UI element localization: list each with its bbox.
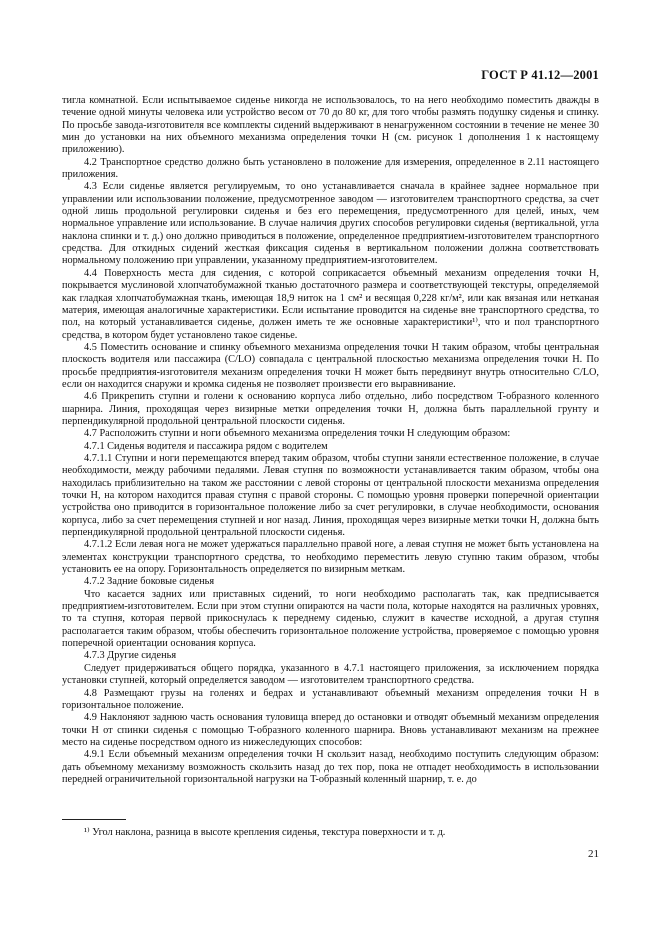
paragraph: 4.7.3 Другие сиденья — [84, 650, 177, 662]
paragraph: 4.8 Размещают грузы на голенях и бедрах и устанавливают объемный механизм определения точки H в горизонтальное положение. — [62, 687, 599, 711]
footnote: ¹⁾ Угол наклона, разница в высоте крепления сиденья, текстура поверхности и т. д. — [84, 827, 446, 838]
document-header: ГОСТ Р 41.12—2001 — [481, 68, 599, 82]
paragraph: Что касается задних или приставных сидений, то ноги необходимо располагать так, как предписывается предприятием-изготовителем. Если при этом ступни опираются на части пола, которые находятся на различных уровнях, то та ступня, которая первой прикоснулась к переднему сиденью, служит в качестве исходной, а другая ступня располагается таким образом, чтобы обеспечить горизонтальное положение устройства, проверяемое с помощью уровня поперечной ориентации основания корпуса. — [62, 588, 599, 650]
paragraph: 4.7.1.1 Ступни и ноги перемещаются вперед таким образом, чтобы ступни заняли естественное положение, в случае необходимости, между рабочими педалями. Левая ступня по возможности устанавливается таким образом, чтобы она находилась приблизительно на таком же расстоянии с левой стороны от центральной плоскости механизма определения точки H, на котором находится правая ступня с правой стороны. С помощью уровня проверки поперечной ориентации устройства оно приводится в горизонтальное положение либо за счет регулировки, в случае необходимости, основания корпуса, либо за счет перемещения ступней и ног назад. Линия, проходящая через визирные метки точки H, должна быть перпендикулярной продольной центральной плоскости сиденья. — [62, 452, 599, 539]
paragraph: тигла комнатной. Если испытываемое сиденье никогда не использовалось, то на него необходимо поместить дважды в течение одной минуты человека или устройство весом от 70 до 80 кг, для того чтобы размять подушку сиденья и спинку. По просьбе завода-изготовителя все комплекты сидений выдерживают в ненагруженном состоянии в течение не менее 30 мин до установки на них объемного механизма определения точки H (см. рисунок 1 дополнения 1 к настоящему приложению). — [62, 95, 599, 156]
paragraph: 4.7.2 Задние боковые сиденья — [84, 576, 215, 588]
document-body — [62, 95, 599, 786]
footnote-divider — [62, 819, 126, 820]
page-number: 21 — [588, 848, 599, 860]
paragraph: 4.9 Наклоняют заднюю часть основания туловища вперед до остановки и отводят объемный механизм определения точки H от спинки сиденья с помощью T-образного коленного шарнира. Вновь устанавливают механизм на прежнее место на сиденье посредством одного из нижеследующих способов: — [62, 712, 599, 748]
paragraph: 4.4 Поверхность места для сидения, с которой соприкасается объемный механизм определения точки H, покрывается муслиновой хлопчатобумажной тканью достаточного размера и соответствующей текстуры, определяемой как гладкая хлопчатобумажная ткань, имеющая 18,9 ниток на 1 см² и весящая 0,228 кг/м², или как вязаная или нетканая материя, имеющая аналогичные характеристики. Если испытание проводится на сиденье вне транспортного средства, то пол, на который устанавливается сиденье, должен иметь те же основные характеристики¹⁾, что и пол транспортного средства, в котором будет установлено такое сиденье. — [62, 267, 599, 341]
paragraph: 4.5 Поместить основание и спинку объемного механизма определения точки H таким образом, чтобы центральная плоскость водителя или пассажира (C/LO) совпадала с центральной плоскостью механизма определения точки H. По просьбе предприятия-изготовителя механизм определения точки H может быть передвинут внутрь относительно C/LO, если он находится снаружи и кромка сиденья не позволяет произвести его выравнивание. — [62, 341, 599, 390]
paragraph: 4.7 Расположить ступни и ноги объемного механизма определения точки H следующим образом: — [84, 428, 511, 440]
paragraph: 4.6 Прикрепить ступни и голени к основанию корпуса либо отдельно, либо посредством T-образного коленного шарнира. Линия, проходящая через визирные метки определения точки H, должна быть параллельной грунту и перпендикулярной продольной центральной плоскости сиденья. — [62, 391, 599, 427]
paragraph: 4.7.1.2 Если левая нога не может удержаться параллельно правой ноге, а левая ступня не может быть установлена на элементах конструкции транспортного средства, то необходимо переместить левую ступню таким образом, чтобы установить ее на опору. Горизонтальность определяется по визирным меткам. — [62, 539, 599, 576]
paragraph: 4.7.1 Сиденья водителя и пассажира рядом с водителем — [84, 440, 328, 452]
paragraph: Следует придерживаться общего порядка, указанного в 4.7.1 настоящего приложения, за исключением порядка установки ступней, который определяется заводом — изготовителем транспортного средства. — [62, 662, 599, 687]
paragraph: 4.2 Транспортное средство должно быть установлено в положение для измерения, определенное в 2.11 настоящего приложения. — [62, 156, 599, 181]
paragraph: 4.3 Если сиденье является регулируемым, то оно устанавливается сначала в крайнее заднее нормальное при управлении или использовании положение, предусмотренное заводом — изготовителем транспортного средства, за счет одной лишь продольной регулировки сиденья и без его перемещения, предусмотренного для целей, иных, чем нормальное управление или использование. В случае наличия других способов регулировки сиденья (вертикальной, угла наклона спинки и т. д.) оно должно приводиться в положение, определенное предприятием-изготовителем транспортного средства. Для откидных сидений жесткая фиксация сиденья в вертикальном положении должна соответствовать нормальному положению при управлении, указанному предприятием-изготовителем. — [62, 181, 599, 267]
paragraph: 4.9.1 Если объемный механизм определения точки H скользит назад, необходимо поступить следующим образом: дать объемному механизму возможность скользить назад до тех пор, пока не отпадет необходимость в использовании передней ограничительной горизонтальной нагрузки на T-образный коленный шарнир, т. е. до — [62, 749, 599, 785]
